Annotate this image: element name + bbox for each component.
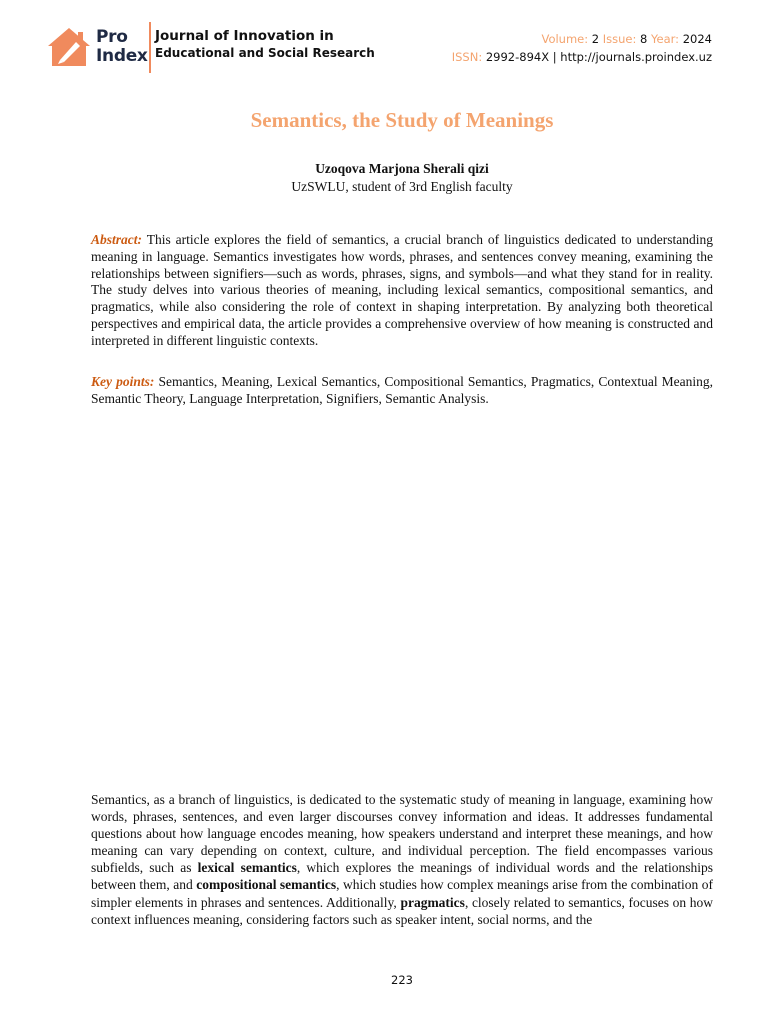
- body-text-1: Semantics, as a branch of linguistics, is dedicated to the systematic study of meaning in language, examining how words, phrases, sentences, and even larger discourses convey information and ideas. It addresses fundamental questions about how language encodes meaning, how speakers understand and interpret these meanings, and how meaning can vary depending on context, culture, and individual perception. The field encompasses various subfields, such as: [91, 792, 713, 876]
- author-name: Uzoqova Marjona Sherali qizi: [315, 161, 489, 176]
- year-label: Year:: [651, 32, 680, 46]
- author-affiliation: UzSWLU, student of 3rd English faculty: [291, 179, 513, 194]
- body-text-4: , closely related to semantics, focuses on how context influences meaning, considering factors such as speaker intent, social norms, and the: [91, 894, 713, 927]
- abstract-text: This article explores the field of semantics, a crucial branch of linguistics dedicated to understanding meaning in language. Semantics investigates how words, phrases, and sentences convey meaning, examining the relationships between signifiers—such as words, phrases, signs, and symbols—and what they stand for in reality. The study delves into various theories of meaning, including lexical semantics, compositional semantics, and pragmatics, while also considering the role of context in shaping interpretation. By analyzing both theoretical perspectives and empirical data, the article provides a comprehensive overview of how meaning is constructed and interpreted in different linguistic contexts.: [91, 232, 713, 348]
- issn-label: ISSN:: [451, 50, 483, 64]
- body-text-2: , which explores the meanings of individual words and the relationships between them, and: [91, 860, 713, 893]
- author-block: [0, 160, 768, 196]
- term-pragmatics: pragmatics: [400, 894, 465, 910]
- key-points-text: Semantics, Meaning, Lexical Semantics, Compositional Semantics, Pragmatics, Contextual Meaning, Semantic Theory, Language Interpretation, Signifiers, Semantic Analysis.: [91, 374, 714, 406]
- page-header: [0, 0, 768, 90]
- journal-name-line2: Educational and Social Research: [155, 46, 375, 60]
- key-points: [91, 374, 713, 408]
- term-lexical-semantics: lexical semantics: [197, 860, 297, 876]
- issue-value: 8: [640, 32, 648, 46]
- logo-wordmark: [96, 28, 148, 66]
- house-pen-icon: [46, 26, 92, 68]
- abstract: [91, 232, 713, 350]
- abstract-label: Abstract:: [91, 232, 143, 247]
- journal-meta: [452, 30, 712, 66]
- header-divider: [149, 22, 151, 73]
- year-value: 2024: [682, 32, 712, 46]
- volume-issue-year: [452, 30, 712, 48]
- key-points-label: Key points:: [91, 374, 155, 389]
- article-title: Semantics, the Study of Meanings: [250, 108, 554, 132]
- term-compositional-semantics: compositional semantics: [196, 877, 337, 893]
- proindex-logo: [46, 24, 146, 72]
- logo-line-index: Index: [96, 46, 148, 66]
- logo-line-pro: Pro: [96, 27, 128, 47]
- volume-value: 2: [591, 32, 600, 46]
- page-number: 223: [391, 973, 413, 987]
- issn-value: 2992-894X: [485, 50, 550, 64]
- issue-label: Issue:: [602, 32, 637, 46]
- body-paragraph: [91, 791, 713, 928]
- journal-name-line1: Journal of Innovation in: [155, 28, 334, 44]
- journal-url[interactable]: http://journals.proindex.uz: [560, 50, 712, 64]
- volume-label: Volume:: [541, 32, 589, 46]
- body-text-3: , which studies how complex meanings arise from the combination of simpler elements in phrases and sentences. Additionally,: [91, 877, 713, 910]
- meta-separator: |: [552, 50, 557, 64]
- issn-url: [452, 48, 712, 66]
- journal-name: [155, 28, 375, 62]
